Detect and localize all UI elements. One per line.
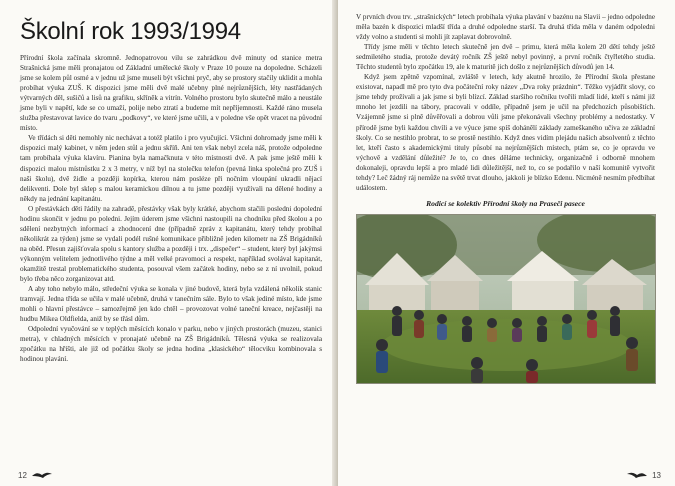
photo-caption: Rodicí se kolektiv Přírodní školy na Praseči pasece (426, 198, 585, 208)
page-title: Školní rok 1993/1994 (20, 18, 241, 45)
bird-logo-icon (626, 470, 648, 480)
left-page (0, 0, 336, 486)
group-photo (356, 214, 656, 384)
paragraph: Přírodní škola začínala skromně. Jednopatrovou vilu se zahrádkou dvě minuty od stanice metra Strašnická jsme měli pronajatou od Základní umělecké školy v Praze 10 pouze na dopoledne. Scházeli jsme se kolem půl osmé a v jednu už jsme museli být všichni pryč, aby se prostory stačily uklidit a mohla probíhat výuka ZUŠ. K dispozici jsme měli dvě malé učebny plné nejrůznějších, léty nastřádaných výtvarných děl, sušičů a lisů na grafiku, skříněk a vitrín. Volného prostoru bylo skutečně málo a neustále jsme byli v napětí, kde se co umaží, polije nebo ztratí a budeme mít nepříjemnosti. Každé ráno musela služba přestavovat lavice do tvaru „podkovy“, ve které jsme učili, a v poledne vše opět vracet na původní místo. (20, 54, 322, 133)
right-footer (626, 470, 661, 480)
paragraph: A aby toho nebylo málo, středeční výuka se konala v jiné budově, která byla vzdálená několik stanic tramvají. Jedna třída se učila v malé učebně, druhá v tanečním sále. Bylo to však jediné místo, kde jsme mohli o hlavní přestávce – samozřejmě jen kdo chtěl – provozovat volné taneční kreace, nejčastěji na hudbu Mikea Oldfielda, aniž by se třásl dům. (20, 285, 322, 324)
paragraph: V prvních dvou trv. „strašnických“ letech probíhala výuka plavání v bazénu na Slavii – jedno odpoledne měla bazén k dispozici mladší třída a druhé odpoledne starší. Ta druhá třída měla v daném odpoledni vždy volno a studenti si mohli jít zaplavat dobrovolně. (356, 13, 655, 42)
right-page (338, 0, 675, 486)
page-number: 13 (652, 470, 661, 480)
paragraph: Odpolední vyučování se v teplých měsících konalo v parku, nebo v jiných prostorách (muzeu, stanici metra), v chladných měsících v pronajaté učebně na ZŠ Brigádníků. Tělesná výuka se realizovala zpočátku na hřišti, ale již od počátku školy se jedna hodina „klasického“ tělocviku kombinovala s hodinou plavání. (20, 325, 322, 364)
bird-logo-icon (31, 470, 53, 480)
paragraph: Třídy jsme měli v těchto letech skutečně jen dvě – primu, která měla kolem 20 dětí tehdy ještě sedmiletého studia, protože devátý ročník ZŠ ještě nebyl povinný, a první ročník čtyřletého studia. Těchto studentů bylo zpočátku 19, ale k maturitě jich došlo z nejrůznějších důvodů jen 14. (356, 43, 655, 72)
page-number: 12 (18, 470, 27, 480)
paragraph: Když jsem zpětně vzpomínal, zvláště v letech, kdy akutně hrozilo, že Přírodní škola přestane existovat, napadl mě pro tyto dva počáteční roky název „Dva roky prázdnin“. Těžko vyjádřit slovy, co jsme tehdy prožívali a jak jsme si byli blízcí. Základ staršího ročníku tvořili mladí lidé, kteří s námi již mnoho let jezdili na tábory, pracovali v oddíle, případně jsem je učil na předchozích působištích. Vzájemně jsme si plně důvěřovali a dobrou vůli jsme překonávali všechny problémy a nedostatky. V přírodě jsme byli každou chvíli a ve výuce jsme spíš dohánělí základy zameškaného učiva ze základní školy. Co se nestihlo probrat, to se prostě nestihlo. Když dnes vidím plejádu našich absolventů z těchto let, kteří často s akademickými tituly působí na nejrůznějších místech, ptám se, co je opravdu ve výchově a vzdělání důležité? Je to, co dnes děláme technicky, organizačně i odborně mnohem dokonaleji, opravdu lepší a pro mladé lidi důležitější, než to, co se podařilo v naší komunitě vytvořit tehdy? Leč žádný ráj nemůže na světě trvat dlouho, jakkoli je blízko Edenu. Nicméně nesmím předbíhat událostem. (356, 73, 655, 192)
paragraph: Ve třídách si děti nemohly nic nechávat a totéž platilo i pro vyučující. Všichni dohromady jsme měli k dispozici malý kabinet, v něm jeden stůl a jednu skříň. Ani ten však nebyl zcela náš, protože odpoledne tam probíhala výuka klavíru. Pianina byla namačknuta v této místnosti dvě. A pak jsme ještě měli k dispozici malou místnůstku 2 x 3 metry, v níž byl na stolečku telefon (pevná linka společná pro ZUŠ i naši školu), dvě židle a později kopírka, kterou nám posléze při nočním vloupání ukradli nějací delikventi. Dole byl sklep s malou keramickou dílnou a tu jsme později využívali na dělené hodiny a někdy na jednání kapitanátu. (20, 134, 322, 203)
paragraph: O přestávkách děti řádily na zahradě, přestávky však byly krátké, abychom stačili posledni dopolední hodinu skončit v jednu po poledni. Jejím úderem jsme všichni nastoupili na chodníku před školou a po sdělení nezbytných informací a zhodnocení dne (případně zpráv z kapitanátu, který tehdy probíhal několikrát za týden) jsme se vydali podél rušné komunikace přibližně jeden kilometr na ZŠ Brigádníků na oběd. Přesun zajišťovala spolu s kantory služba a později i trx. „dispečer“ – student, který byl jakýmsi výkonným velitelem jednotlivého týdne a měl velké pravomoci a respekt, například svolával kapitanát, okamžitě trestal problematického studenta, posouval všem začátek hodiny, nebo se z ní uvolnil, pokud bylo třeba něco zorganizovat atd. (20, 204, 322, 284)
left-footer (18, 470, 53, 480)
